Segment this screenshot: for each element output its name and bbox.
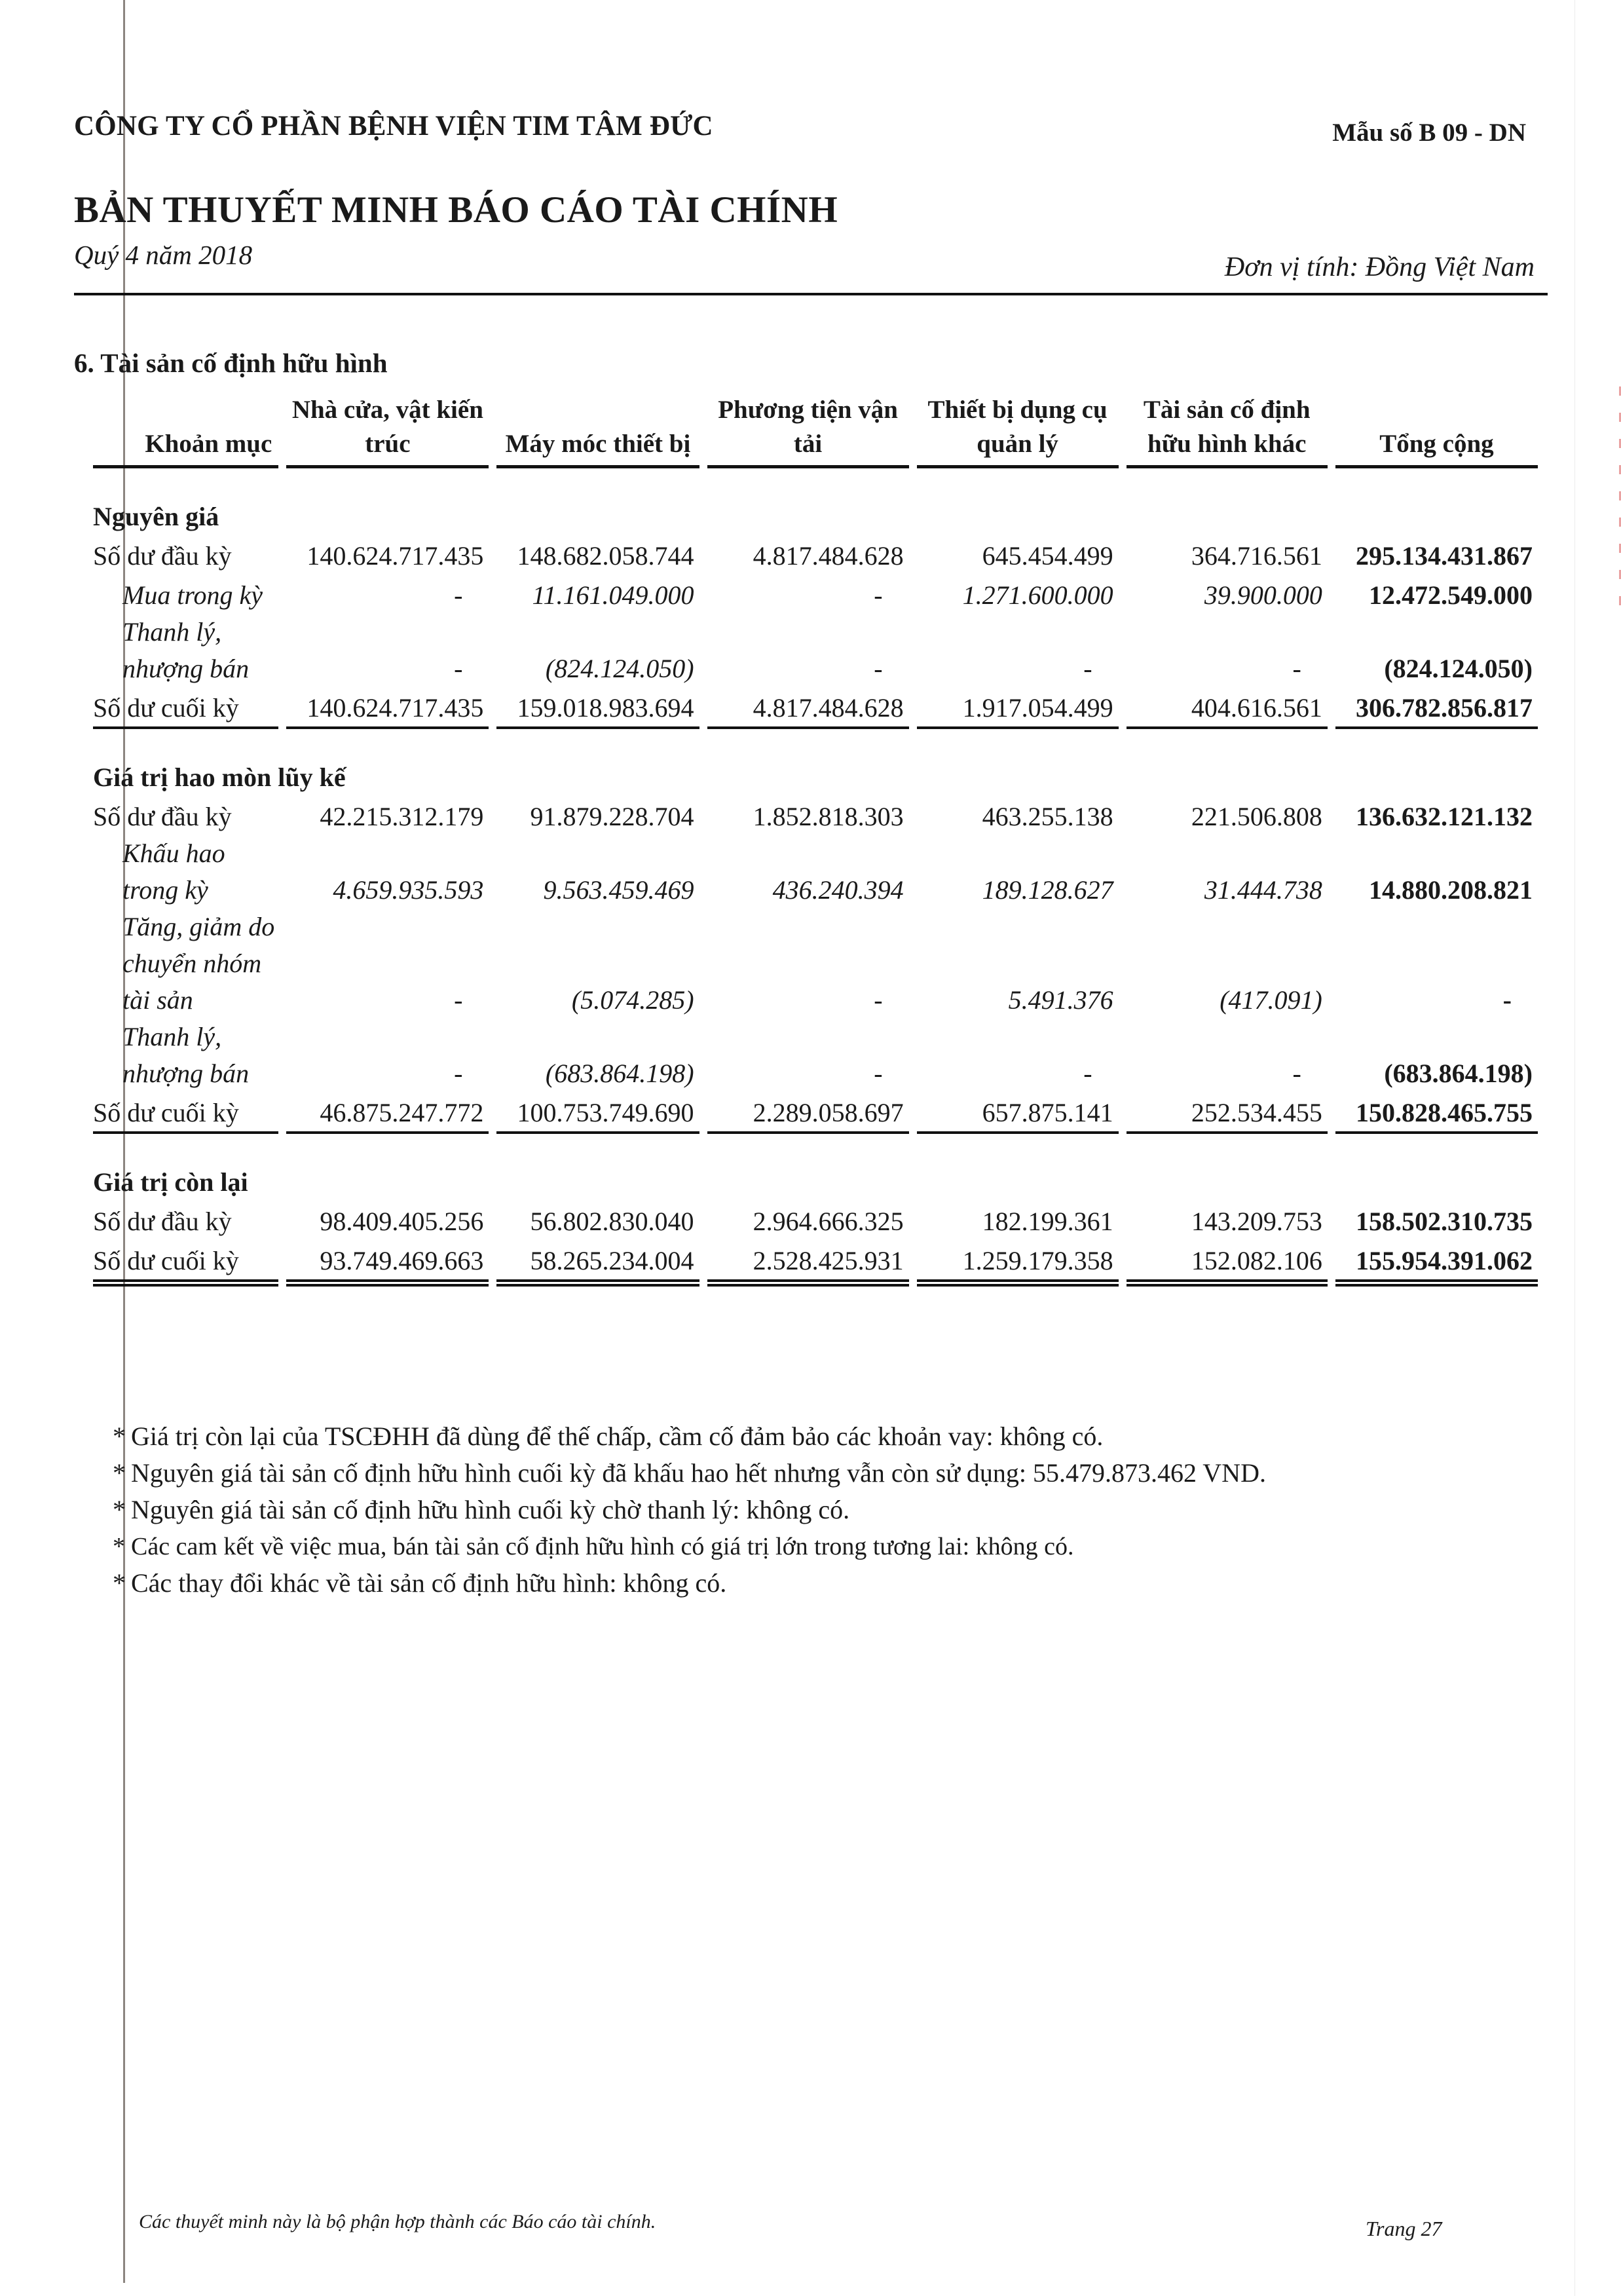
cell-value: 98.409.405.256 bbox=[320, 1207, 484, 1236]
cell-value: 1.852.818.303 bbox=[753, 802, 904, 831]
currency-unit: Đơn vị tính: Đồng Việt Nam bbox=[1224, 252, 1535, 282]
asterisk-bullet-icon: * bbox=[113, 1458, 126, 1488]
cell-value: 9.563.459.469 bbox=[543, 875, 694, 905]
asterisk-bullet-icon: * bbox=[113, 1495, 126, 1524]
cell-value: 39.900.000 bbox=[1204, 580, 1322, 610]
cell-value: 2.964.666.325 bbox=[753, 1207, 904, 1236]
group-header-row bbox=[93, 729, 1538, 796]
cell-value: 46.875.247.772 bbox=[286, 1092, 489, 1134]
cell-total: 158.502.310.735 bbox=[1356, 1207, 1533, 1236]
cell-value: 140.624.717.435 bbox=[286, 687, 489, 729]
cell-value: 11.161.049.000 bbox=[532, 580, 694, 610]
table-row bbox=[93, 909, 1538, 1019]
group-header-row bbox=[93, 468, 1538, 535]
row-label: Số dư cuối kỳ bbox=[93, 1092, 278, 1134]
report-title: BẢN THUYẾT MINH BÁO CÁO TÀI CHÍNH bbox=[74, 189, 838, 231]
cell-value: 100.753.749.690 bbox=[496, 1092, 699, 1134]
cell-total: 306.782.856.817 bbox=[1335, 687, 1538, 729]
cell-value: 189.128.627 bbox=[982, 875, 1113, 905]
row-label: Khấu hao trong kỳ bbox=[122, 838, 225, 905]
cell-value: 42.215.312.179 bbox=[320, 802, 484, 831]
cell-value: - bbox=[1083, 1059, 1092, 1088]
column-header: Nhà cửa, vật kiến trúc bbox=[286, 393, 489, 468]
table-row bbox=[93, 687, 1538, 729]
note-item bbox=[113, 1455, 1266, 1492]
cell-value: 252.534.455 bbox=[1127, 1092, 1328, 1134]
cell-total: 295.134.431.867 bbox=[1356, 541, 1533, 571]
note-item bbox=[113, 1528, 1266, 1565]
company-name: CÔNG TY CỔ PHẦN BỆNH VIỆN TIM TÂM ĐỨC bbox=[74, 111, 713, 141]
cell-value: - bbox=[454, 654, 463, 683]
note-text: Giá trị còn lại của TSCĐHH đã dùng để thế chấp, cầm cố đảm bảo các khoản vay: không có. bbox=[131, 1421, 1104, 1451]
cell-value: 140.624.717.435 bbox=[307, 541, 484, 571]
cell-value: 93.749.469.663 bbox=[286, 1240, 489, 1287]
report-period: Quý 4 năm 2018 bbox=[74, 240, 253, 270]
row-label: Thanh lý, nhượng bán bbox=[122, 617, 250, 683]
form-number: Mẫu số B 09 - DN bbox=[1332, 119, 1526, 147]
notes-list bbox=[113, 1418, 1266, 1602]
cell-total: 12.472.549.000 bbox=[1369, 580, 1533, 610]
cell-value: 182.199.361 bbox=[982, 1207, 1113, 1236]
cell-total: 136.632.121.132 bbox=[1356, 802, 1533, 831]
column-header: Thiết bị dụng cụ quản lý bbox=[917, 393, 1119, 468]
row-label: Số dư đầu kỳ bbox=[93, 541, 232, 571]
row-label: Thanh lý, nhượng bán bbox=[122, 1022, 250, 1088]
table-header-row bbox=[93, 393, 1538, 468]
cell-value: 1.271.600.000 bbox=[962, 580, 1113, 610]
cell-value: (5.074.285) bbox=[571, 985, 694, 1015]
cell-value: - bbox=[874, 580, 883, 610]
scan-edge-line bbox=[1574, 0, 1575, 2296]
row-label: Số dư cuối kỳ bbox=[93, 1240, 278, 1287]
cell-value: 645.454.499 bbox=[982, 541, 1113, 571]
cell-value: 4.817.484.628 bbox=[753, 541, 904, 571]
group-title: Giá trị hao mòn lũy kế bbox=[93, 762, 346, 792]
table-row bbox=[93, 535, 1538, 574]
cell-value: 657.875.141 bbox=[917, 1092, 1119, 1134]
table-row bbox=[93, 1092, 1538, 1134]
table-row bbox=[93, 796, 1538, 835]
cell-value: 91.879.228.704 bbox=[530, 802, 694, 831]
column-header: Tổng cộng bbox=[1335, 393, 1538, 468]
cell-value: 56.802.830.040 bbox=[530, 1207, 694, 1236]
group-title: Nguyên giá bbox=[93, 502, 219, 531]
cell-value: 152.082.106 bbox=[1127, 1240, 1328, 1287]
cell-value: (824.124.050) bbox=[545, 654, 694, 683]
cell-total: 150.828.465.755 bbox=[1335, 1092, 1538, 1134]
cell-value: 436.240.394 bbox=[772, 875, 904, 905]
cell-value: - bbox=[454, 985, 463, 1015]
group-title: Giá trị còn lại bbox=[93, 1167, 248, 1197]
row-label: Số dư đầu kỳ bbox=[93, 1207, 232, 1236]
cell-value: - bbox=[1292, 1059, 1301, 1088]
cell-value: 143.209.753 bbox=[1191, 1207, 1322, 1236]
cell-value: 364.716.561 bbox=[1191, 541, 1322, 571]
column-header: Tài sản cố định hữu hình khác bbox=[1127, 393, 1328, 468]
cell-value: 2.528.425.931 bbox=[707, 1240, 909, 1287]
table-row bbox=[93, 614, 1538, 687]
page-number: Trang 27 bbox=[1366, 2217, 1442, 2240]
column-header: Khoản mục bbox=[93, 393, 278, 468]
cell-value: 2.289.058.697 bbox=[707, 1092, 909, 1134]
table-row bbox=[93, 1019, 1538, 1092]
note-text: Nguyên giá tài sản cố định hữu hình cuối kỳ chờ thanh lý: không có. bbox=[131, 1495, 850, 1524]
cell-value: 1.917.054.499 bbox=[917, 687, 1119, 729]
asterisk-bullet-icon: * bbox=[113, 1533, 125, 1560]
cell-value: 4.817.484.628 bbox=[707, 687, 909, 729]
cell-total: 14.880.208.821 bbox=[1369, 875, 1533, 905]
table-body bbox=[93, 468, 1538, 1287]
cell-value: - bbox=[1292, 654, 1301, 683]
cell-value: 159.018.983.694 bbox=[496, 687, 699, 729]
cell-value: - bbox=[454, 580, 463, 610]
cell-value: 4.659.935.593 bbox=[333, 875, 484, 905]
cell-value: 58.265.234.004 bbox=[496, 1240, 699, 1287]
table-row bbox=[93, 1201, 1538, 1240]
row-label: Số dư đầu kỳ bbox=[93, 802, 232, 831]
cell-value: (417.091) bbox=[1220, 985, 1322, 1015]
cell-value: - bbox=[454, 1059, 463, 1088]
cell-value: 31.444.738 bbox=[1204, 875, 1322, 905]
group-header-row bbox=[93, 1134, 1538, 1201]
column-header: Phương tiện vận tải bbox=[707, 393, 909, 468]
cell-total: - bbox=[1502, 985, 1512, 1015]
cell-total: 155.954.391.062 bbox=[1335, 1240, 1538, 1287]
cell-total: (683.864.198) bbox=[1384, 1059, 1533, 1088]
cell-total: (824.124.050) bbox=[1384, 654, 1533, 683]
cell-value: - bbox=[874, 654, 883, 683]
cell-value: (683.864.198) bbox=[545, 1059, 694, 1088]
row-label: Tăng, giảm do chuyển nhóm tài sản bbox=[122, 912, 275, 1015]
header-divider bbox=[74, 293, 1548, 295]
note-item bbox=[113, 1418, 1266, 1455]
cell-value: 463.255.138 bbox=[982, 802, 1113, 831]
note-item bbox=[113, 1565, 1266, 1602]
cell-value: 148.682.058.744 bbox=[517, 541, 694, 571]
cell-value: 221.506.808 bbox=[1191, 802, 1322, 831]
table-row bbox=[93, 574, 1538, 614]
note-text: Nguyên giá tài sản cố định hữu hình cuối kỳ đã khấu hao hết nhưng vẫn còn sử dụng: 55.479.873.462 VND. bbox=[131, 1458, 1266, 1488]
cell-value: 5.491.376 bbox=[1008, 985, 1113, 1015]
footer-note: Các thuyết minh này là bộ phận hợp thành các Báo cáo tài chính. bbox=[139, 2211, 656, 2232]
cell-value: 404.616.561 bbox=[1127, 687, 1328, 729]
row-label: Số dư cuối kỳ bbox=[93, 687, 278, 729]
column-header: Máy móc thiết bị bbox=[496, 393, 699, 468]
table-row bbox=[93, 835, 1538, 909]
cell-value: 1.259.179.358 bbox=[917, 1240, 1119, 1287]
note-text: Các cam kết về việc mua, bán tài sản cố định hữu hình có giá trị lớn trong tương lai: không có. bbox=[131, 1533, 1074, 1560]
cell-value: - bbox=[874, 1059, 883, 1088]
cell-value: - bbox=[1083, 654, 1092, 683]
table-row bbox=[93, 1240, 1538, 1287]
note-text: Các thay đổi khác về tài sản cố định hữu hình: không có. bbox=[131, 1568, 727, 1598]
row-label: Mua trong kỳ bbox=[122, 580, 263, 610]
asterisk-bullet-icon: * bbox=[113, 1421, 126, 1451]
note-item bbox=[113, 1492, 1266, 1528]
section-title: 6. Tài sản cố định hữu hình bbox=[74, 348, 388, 378]
asterisk-bullet-icon: * bbox=[113, 1568, 126, 1598]
fixed-assets-table bbox=[85, 393, 1546, 1287]
cell-value: - bbox=[874, 985, 883, 1015]
